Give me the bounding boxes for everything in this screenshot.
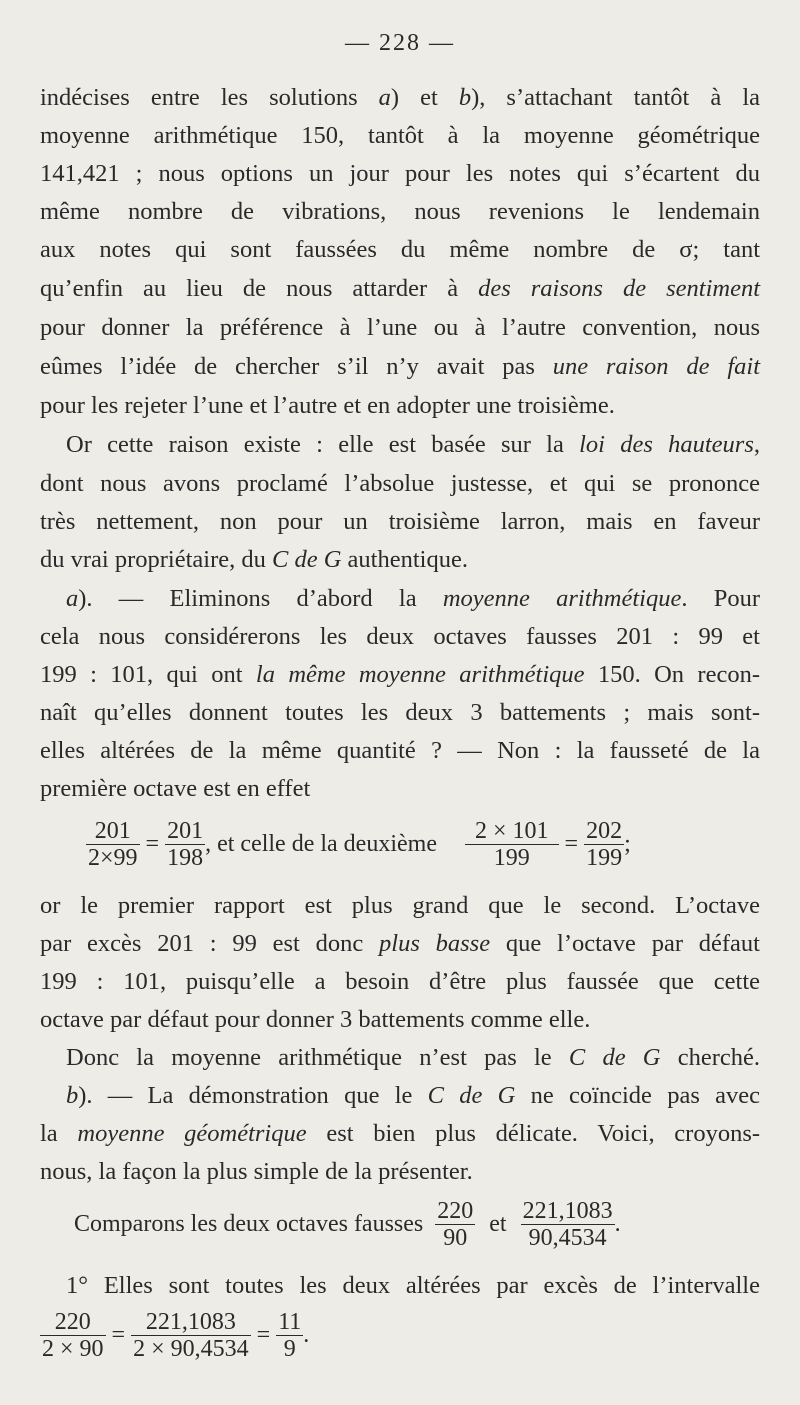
text-line: très nettement, non pour un troisième larron, mais en faveur: [40, 508, 760, 535]
equation-compare-octaves: Comparons les deux octaves fausses $\frac{220}{90}$ et $\frac{221,1083}{90,4534}$ .: [74, 1198, 621, 1251]
text-line: naît qu’elles donnent toutes les deux 3 battements ; mais sont-: [40, 699, 760, 726]
text-line: cela nous considérerons les deux octaves fausses 201 : 99 et: [40, 623, 760, 650]
equation-interval: $\frac{220}{2 \times 90}$ = $\frac{221,1083}{2 \times 90,4534}$ = $\frac{11}{9}$ .: [42, 1309, 310, 1362]
text-line: octave par défaut pour donner 3 battements comme elle.: [40, 1006, 591, 1033]
text-line: nous, la façon la plus simple de la présenter.: [40, 1158, 473, 1185]
text-line: b). — La démonstration que le C de G ne coïncide pas avec: [66, 1082, 760, 1109]
text-line: elles altérées de la même quantité ? — Non : la fausseté de la: [40, 737, 760, 764]
text-line: pour donner la préférence à l’une ou à l’autre convention, nous: [40, 314, 760, 341]
text-line: par excès 201 : 99 est donc plus basse que l’octave par défaut: [40, 930, 760, 957]
text-line: 199 : 101, qui ont la même moyenne arithmétique 150. On recon-: [40, 661, 761, 688]
text-line: du vrai propriétaire, du C de G authentique.: [40, 546, 468, 573]
text-line: première octave est en effet: [40, 775, 311, 802]
text-line: même nombre de vibrations, nous revenions le lendemain: [40, 198, 760, 225]
text-line: a). — Eliminons d’abord la moyenne arithmétique. Pour: [66, 585, 760, 612]
text-line: pour les rejeter l’une et l’autre et en adopter une troisième.: [40, 392, 615, 419]
text-line: Or cette raison existe : elle est basée sur la loi des hauteurs,: [66, 431, 760, 458]
equation-octave-falseness: $\frac{201}{2\times 99}$ = $\frac{201}{198}$ , et celle de la deuxième $\frac{2 \times 101}{199}$ = $\frac{202}{199}$ ;: [88, 818, 631, 871]
text-line: qu’enfin au lieu de nous attarder à des raisons de sentiment: [40, 275, 760, 302]
text-line: 1° Elles sont toutes les deux altérées par excès de l’intervalle: [66, 1272, 760, 1299]
text-line: dont nous avons proclamé l’absolue justesse, et qui se prononce: [40, 470, 760, 497]
text-line: Comparons les deux octaves fausses: [74, 1211, 424, 1237]
text-line: la moyenne géométrique est bien plus délicate. Voici, croyons-: [40, 1120, 761, 1147]
text-line: 199 : 101, puisqu’elle a besoin d’être plus faussée que cette: [40, 968, 760, 995]
page-number: — 228 —: [345, 30, 455, 56]
text-line: eûmes l’idée de chercher s’il n’y avait pas une raison de fait: [40, 353, 760, 380]
text-line: moyenne arithmétique 150, tantôt à la moyenne géométrique: [40, 122, 760, 149]
text-line: or le premier rapport est plus grand que le second. L’octave: [40, 892, 760, 919]
text-line: Donc la moyenne arithmétique n’est pas le C de G cherché.: [66, 1044, 761, 1071]
text-line: aux notes qui sont faussées du même nombre de σ; tant: [40, 236, 760, 263]
text-line: 141,421 ; nous options un jour pour les notes qui s’écartent du: [40, 160, 760, 187]
text-line: indécises entre les solutions a) et b), s’attachant tantôt à la: [40, 84, 761, 111]
